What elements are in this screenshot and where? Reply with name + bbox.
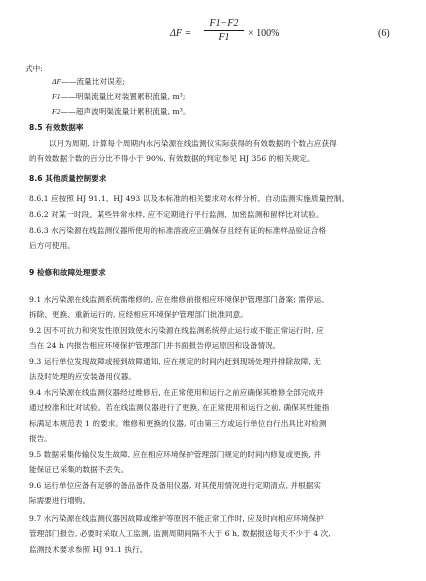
definition-text: ——流量比对误差; [61,77,125,86]
section-9-7-line: 监测技术要求参照 HJ 91.1 执行。 [29,545,148,554]
formula-fraction [204,18,244,43]
section-9-heading: 9 检修和故障处理要求 [29,268,106,277]
formula-denominator: F1 [218,32,230,43]
section-8-6-3-line: 后方可使用。 [29,241,75,250]
section-8-6-3-line: 8.6.3 水污染源在线监测仪器所使用的标准溶液应正确保存且经有证的标准样品验证合格 [29,226,327,235]
section-8-5-line: 以月为周期, 计算每个周期内水污染源在线监测仪实际获得的有效数据的个数占应获得 [49,139,337,148]
section-9-7-line: 管理部门报告, 必要时采取人工监测, 监测周期间隔不大于 6 h, 数据报送每天不少于 4 次, [29,529,331,538]
section-9-2-line: 当在 24 h 内报告相应环境保护管理部门并书面报告停运原因和设备情况。 [29,341,281,350]
section-9-5-line: 能保证已采集的数据不丢失。 [29,465,129,474]
section-9-4-line: 报告。 [29,434,52,443]
where-label: 式中: [25,64,43,73]
section-8-6-1: 8.6.1 应按照 HJ 91.1、HJ 493 以及本标准的相关要求对水样分析、自动监测实施质量控制。 [29,194,350,203]
section-8-6-2: 8.6.2 对某一时段、某些异常水样, 应不定期进行平行监测、加密监测和留样比对试验。 [29,210,324,219]
definition-row [52,91,185,102]
section-8-6-heading: 8.6 其他质量控制要求 [29,174,107,183]
formula-rest: × 100% [248,28,280,39]
definition-row [52,106,190,117]
section-8-5-line: 的有效数据个数的百分比不得小于 90%, 有效数据的判定参见 HJ 356 的相关规定。 [29,154,315,163]
section-9-3-line: 9.3 运行单位发现故障或接到故障通知, 应在规定的时间内赶到现场处理并排除故障, 无 [29,357,322,366]
definition-symbol: F1 [52,92,61,101]
section-9-6-line: 际需要进行增购。 [29,496,91,505]
definition-symbol: ΔF [52,77,62,86]
section-8-5-heading: 8.5 有效数据率 [29,123,84,132]
formula-lhs: ΔF = [170,28,192,39]
definition-text: ——超声波明渠流量计累积流量, m³。 [60,107,191,116]
section-9-4-line: 标满足本规范表 1 的要求。维修和更换的仪器, 可由第三方或运行单位自行出具比对检测 [29,419,327,428]
section-9-4-line: 通过校准和比对试验。若在线监测仪器进行了更换, 在正常使用和运行之前, 确保其性能指 [29,403,330,412]
definition-row [52,76,125,87]
definition-symbol: F2 [52,107,61,116]
equation-number: (6) [378,28,390,39]
section-9-3-line: 法及时处理的应安装备用仪器。 [29,372,137,381]
section-9-6-line: 9.6 运行单位应备有足够的备品备件及备用仪器, 对其使用情况进行定期清点, 并根据实 [29,481,322,490]
section-9-5-line: 9.5 数据采集传输仪发生故障, 应在相应环境保护管理部门规定的时间内修复或更换, 并 [29,450,322,459]
formula-block [160,18,410,52]
section-9-1-line: 拆除、更换、重新运行的, 应经相应环境保护管理部门批准同意。 [29,310,248,319]
section-9-7-line: 9.7 水污染源在线监测仪器因故障或维护等原因不能正常工作时, 应及时向相应环境保护 [29,514,324,523]
section-9-2-line: 9.2 因不可抗力和突发性原因致使水污染源在线监测系统停止运行或不能正常运行时, 应 [29,326,324,335]
formula-numerator: F1−F2 [204,18,244,31]
section-9-4-line: 9.4 水污染源在线监测仪器经过维修后, 在正常使用和运行之前应确保其维修全部完成并 [29,388,324,397]
definition-text: ——明渠流量比对装置累积流量, m³; [60,92,186,101]
section-9-1-line: 9.1 水污染源在线监测系统需维修的, 应在维修前报相应环境保护管理部门备案; 需停运、 [29,295,329,304]
